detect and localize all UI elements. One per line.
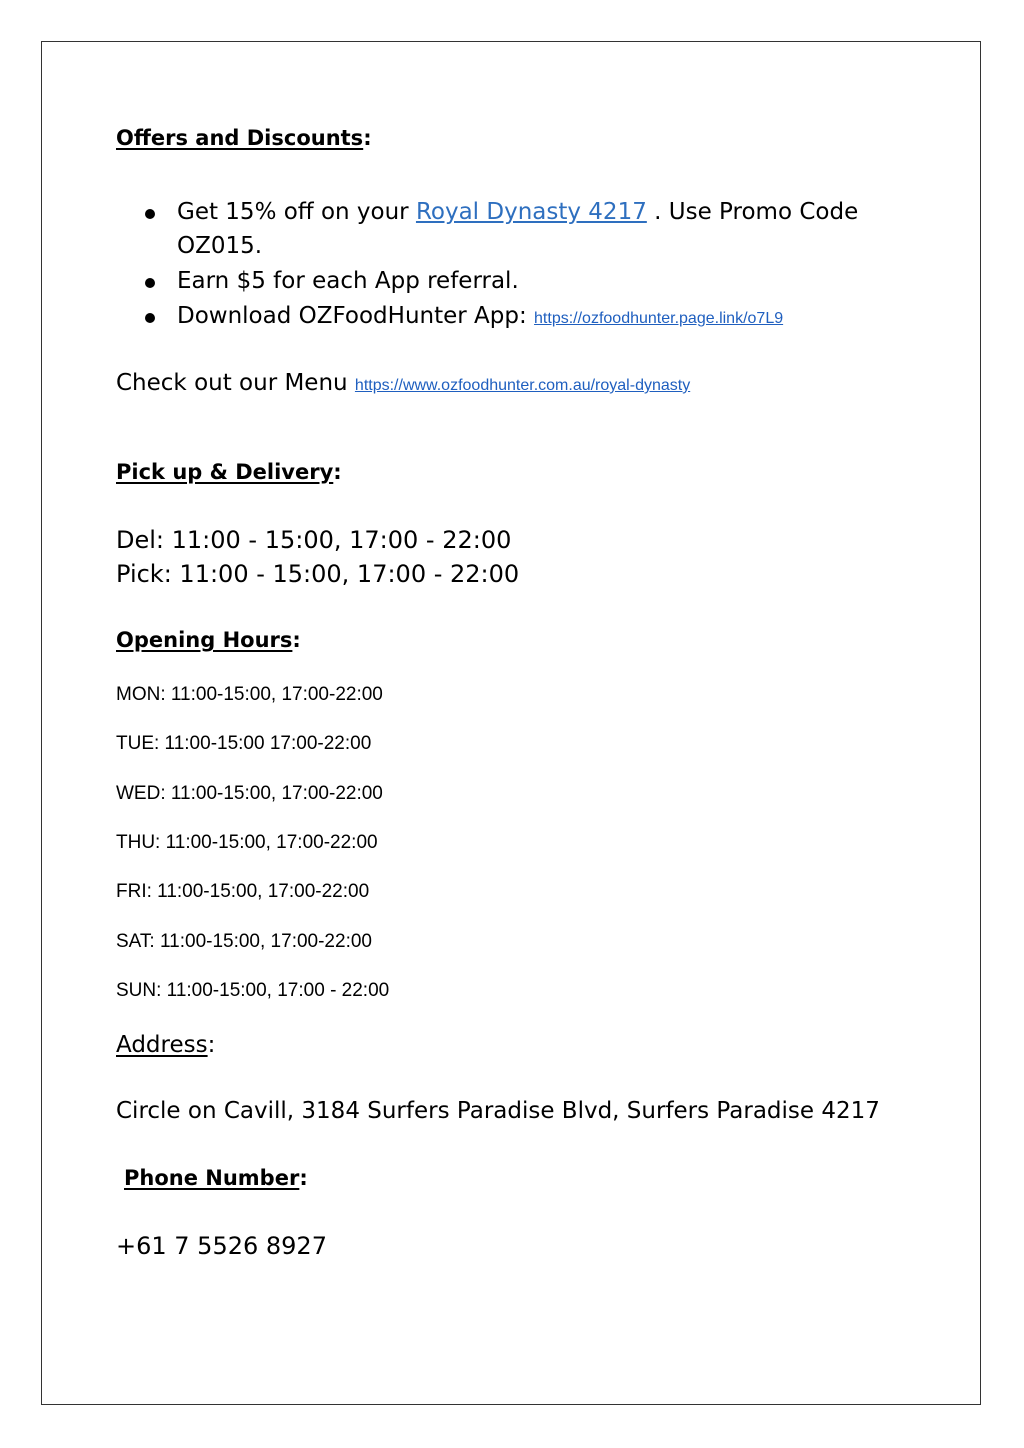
phone-heading: Phone Number: [124, 1166, 308, 1190]
offer-item-referral: Earn $5 for each App referral. [177, 268, 519, 294]
hours-row-sat: SAT: 11:00-15:00, 17:00-22:00 [116, 931, 372, 952]
bullet-icon [145, 209, 155, 219]
hours-row-fri: FRI: 11:00-15:00, 17:00-22:00 [116, 881, 370, 902]
address-value: Circle on Cavill, 3184 Surfers Paradise Blvd, Surfers Paradise 4217 [116, 1098, 880, 1124]
pickup-hours: Pick: 11:00 - 15:00, 17:00 - 22:00 [116, 560, 520, 588]
offer-item-download: Download OZFoodHunter App: https://ozfoodhunter.page.link/o7L9 [177, 303, 784, 329]
menu-link[interactable]: https://www.ozfoodhunter.com.au/royal-dynasty [354, 377, 691, 394]
bullet-icon [145, 313, 155, 323]
delivery-hours: Del: 11:00 - 15:00, 17:00 - 22:00 [116, 526, 512, 554]
hours-row-mon: MON: 11:00-15:00, 17:00-22:00 [116, 684, 383, 705]
royal-dynasty-link[interactable]: Royal Dynasty 4217 [415, 199, 647, 225]
hours-row-thu: THU: 11:00-15:00, 17:00-22:00 [116, 832, 378, 853]
app-download-link[interactable]: https://ozfoodhunter.page.link/o7L9 [534, 310, 784, 327]
phone-value: +61 7 5526 8927 [116, 1232, 327, 1260]
offers-heading: Offers and Discounts: [116, 126, 372, 150]
pickup-heading: Pick up & Delivery: [116, 460, 342, 484]
hours-row-sun: SUN: 11:00-15:00, 17:00 - 22:00 [116, 980, 390, 1001]
offer-item-discount: Get 15% off on your Royal Dynasty 4217 . Use Promo Code [177, 199, 859, 225]
bullet-icon [145, 278, 155, 288]
hours-row-tue: TUE: 11:00-15:00 17:00-22:00 [116, 733, 372, 754]
promo-code-text: OZ015. [177, 233, 263, 259]
opening-hours-heading: Opening Hours: [116, 628, 301, 652]
address-label: Address: [116, 1032, 216, 1058]
menu-line: Check out our Menu https://www.ozfoodhunter.com.au/royal-dynasty [116, 370, 691, 396]
hours-row-wed: WED: 11:00-15:00, 17:00-22:00 [116, 783, 383, 804]
